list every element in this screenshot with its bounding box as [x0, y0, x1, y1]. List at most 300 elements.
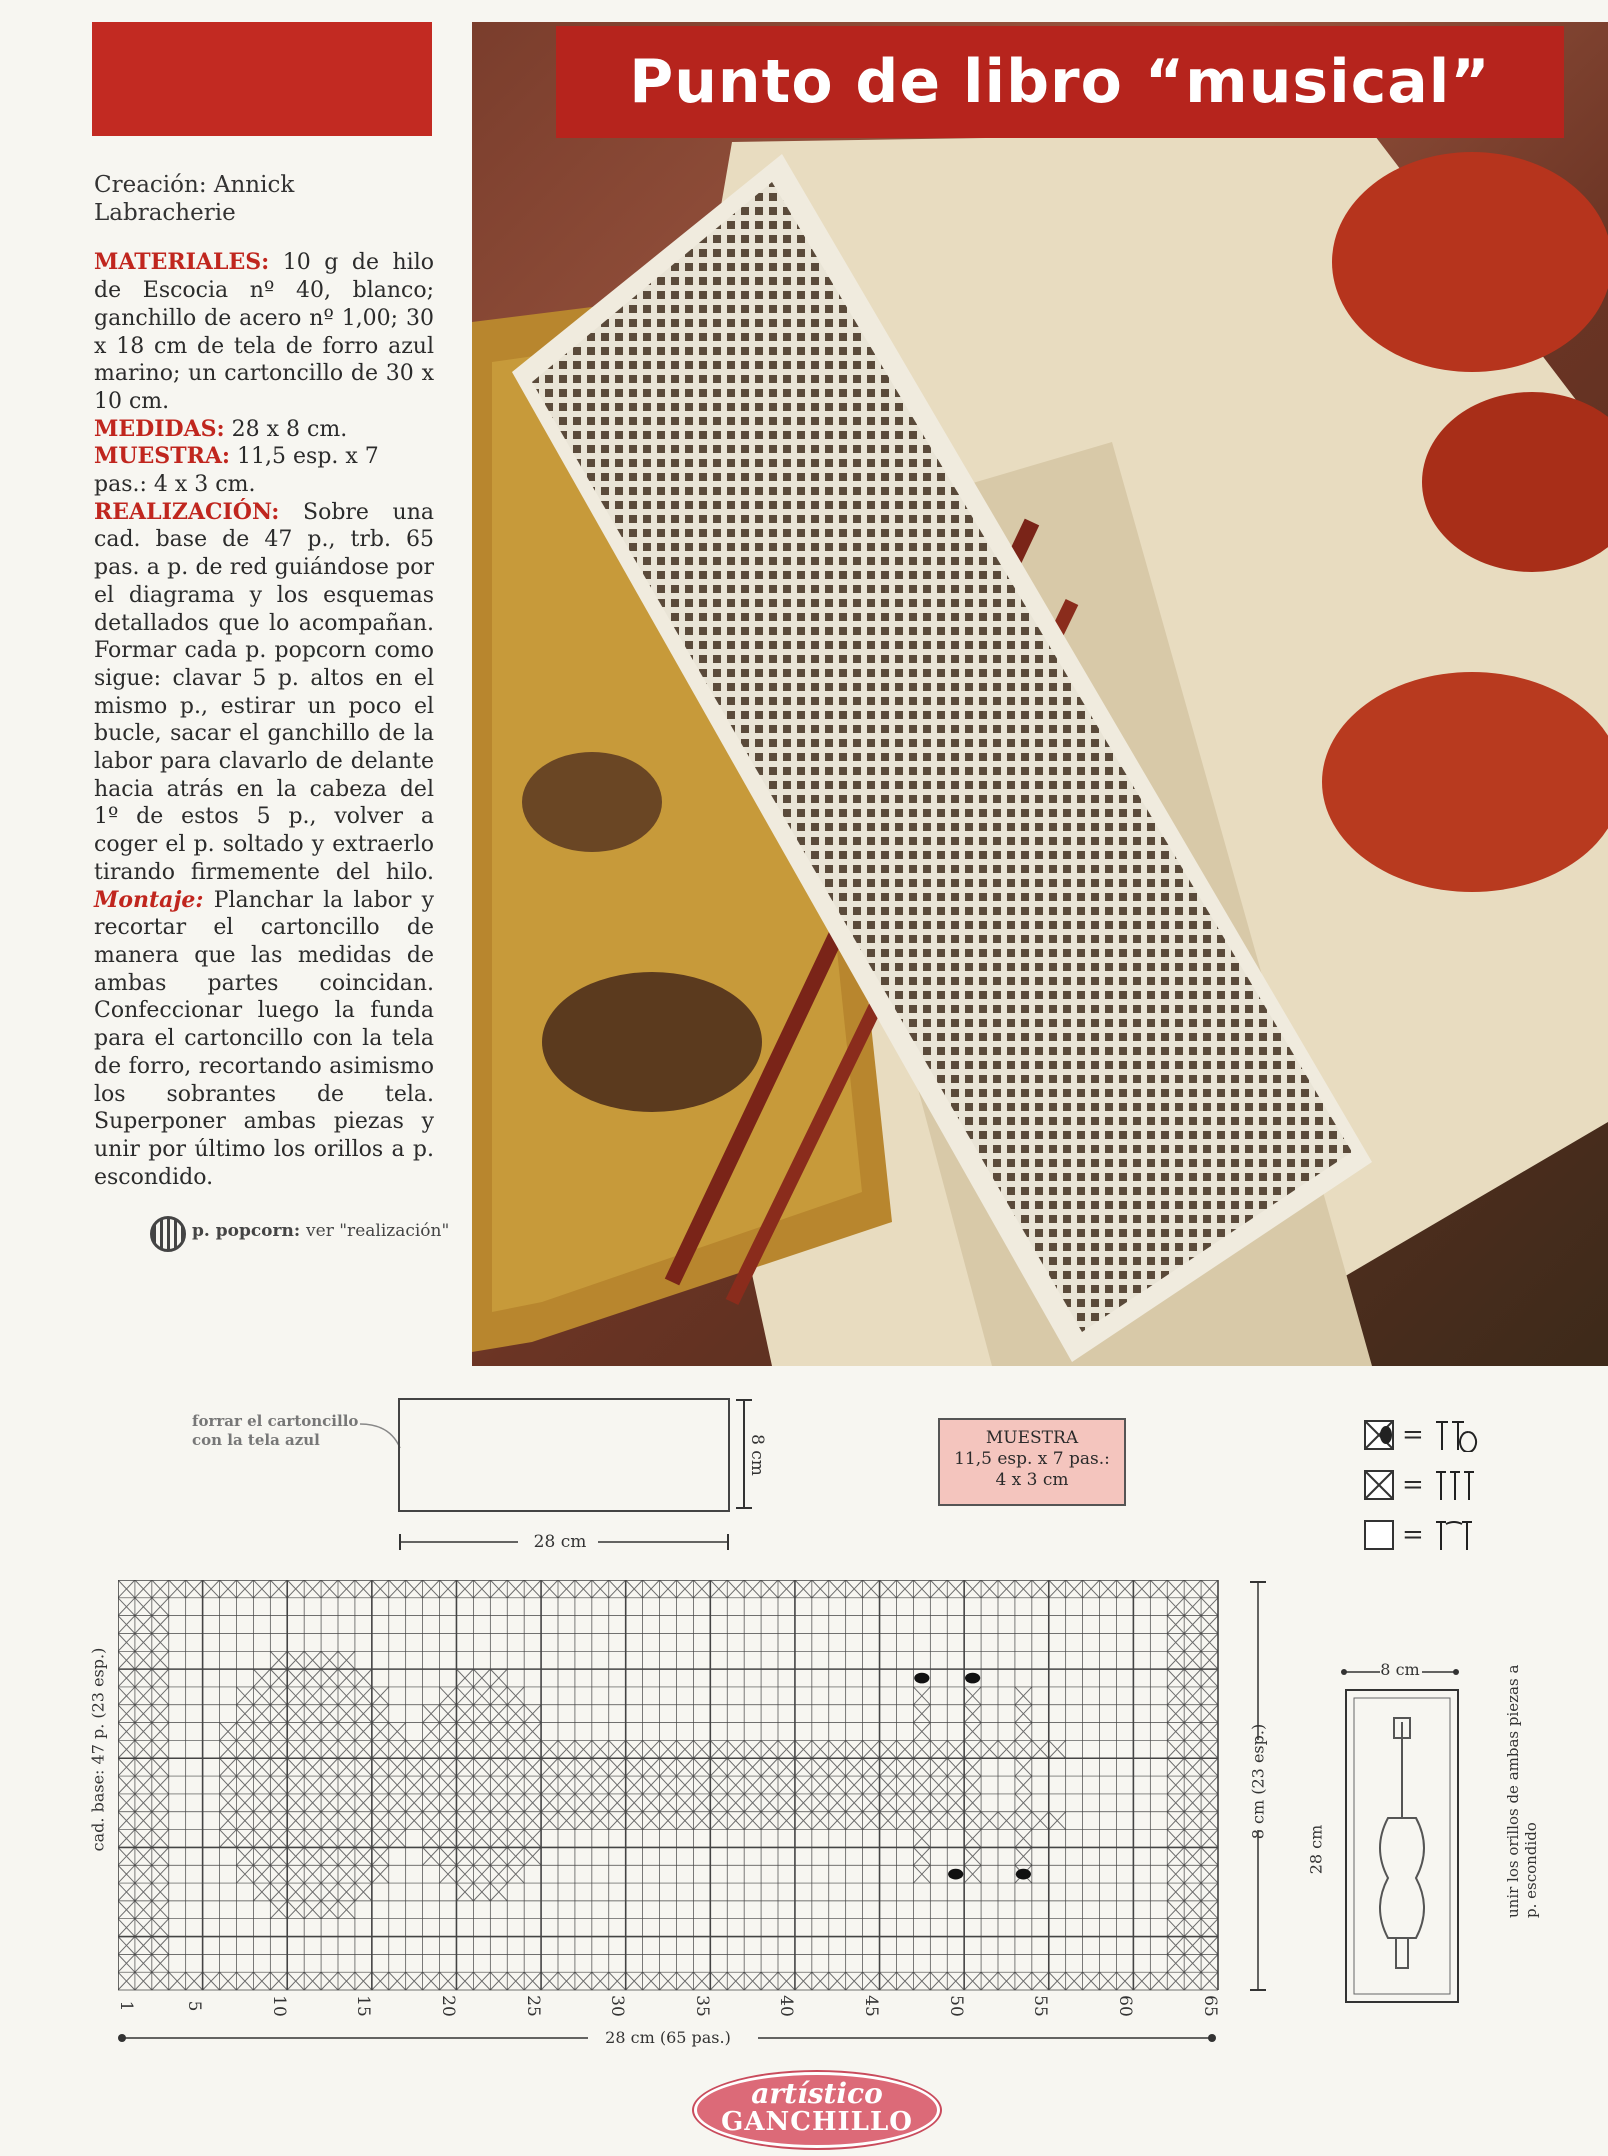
chart-cell-filled — [1100, 1580, 1117, 1598]
chart-cell-filled — [710, 1740, 727, 1758]
chart-cell-filled — [473, 1776, 490, 1794]
chart-cell-filled — [846, 1758, 863, 1776]
chart-cell-filled — [643, 1580, 660, 1598]
chart-cell-filled — [964, 1705, 981, 1723]
chart-cell-filled — [253, 1669, 270, 1687]
chart-cell-filled — [152, 1687, 169, 1705]
chart-cell-filled — [456, 1865, 473, 1883]
chart-cell-filled — [727, 1758, 744, 1776]
chart-cell-filled — [998, 1972, 1015, 1990]
chart-cell-filled — [744, 1580, 761, 1598]
chart-cell-filled — [1167, 1651, 1184, 1669]
legend-equals-2: = — [1402, 1470, 1424, 1500]
chart-cell-filled — [524, 1580, 541, 1598]
chart-cell-filled — [676, 1972, 693, 1990]
chart-cell-filled — [778, 1972, 795, 1990]
chart-cell-filled — [321, 1794, 338, 1812]
chart-cell-filled — [304, 1687, 321, 1705]
chart-cell-filled — [507, 1705, 524, 1723]
chart-cell-filled — [1032, 1580, 1049, 1598]
chart-cell-filled — [372, 1812, 389, 1830]
chart-cell-filled — [761, 1580, 778, 1598]
chart-cell-filled — [1201, 1901, 1218, 1919]
chart-cell-filled — [118, 1580, 135, 1598]
chart-cell-filled — [372, 1705, 389, 1723]
chart-cell-filled — [169, 1580, 186, 1598]
chart-cell-filled — [1167, 1705, 1184, 1723]
chart-cell-filled — [135, 1723, 152, 1741]
montaje-label: Montaje: — [94, 886, 204, 913]
chart-cell-filled — [1049, 1740, 1066, 1758]
chart-cell-filled — [1201, 1919, 1218, 1937]
chart-cell-filled — [473, 1705, 490, 1723]
chart-cell-filled — [355, 1776, 372, 1794]
chart-cell-filled — [135, 1865, 152, 1883]
chart-cell-filled — [253, 1794, 270, 1812]
chart-cell-filled — [152, 1740, 169, 1758]
chart-cell-filled — [609, 1812, 626, 1830]
chart-cell-filled — [795, 1812, 812, 1830]
chart-cell-filled — [490, 1669, 507, 1687]
chart-cell-filled — [321, 1830, 338, 1848]
chart-column-tick: 35 — [691, 1995, 712, 2017]
chart-cell-filled — [1167, 1847, 1184, 1865]
chart-cell-filled — [1184, 1937, 1201, 1955]
chart-cell-filled — [660, 1758, 677, 1776]
chart-cell-filled — [1083, 1972, 1100, 1990]
chart-cell-filled — [1201, 1651, 1218, 1669]
chart-cell-filled — [524, 1705, 541, 1723]
chart-cell-filled — [338, 1758, 355, 1776]
chart-cell-filled — [1167, 1616, 1184, 1634]
chart-cell-filled — [1066, 1972, 1083, 1990]
chart-cell-filled — [321, 1651, 338, 1669]
realization-label: REALIZACIÓN: — [94, 498, 280, 525]
chart-cell-filled — [896, 1972, 913, 1990]
chart-cell-filled — [355, 1972, 372, 1990]
chart-cell-filled — [1049, 1580, 1066, 1598]
chart-cell-filled — [1184, 1972, 1201, 1990]
magazine-logo — [694, 2072, 940, 2148]
chart-cell-filled — [609, 1758, 626, 1776]
chart-cell-filled — [456, 1830, 473, 1848]
chart-cell-filled — [135, 1687, 152, 1705]
chart-cell-filled — [1032, 1972, 1049, 1990]
chart-cell-filled — [676, 1812, 693, 1830]
chart-cell-filled — [778, 1776, 795, 1794]
chart-cell-filled — [1184, 1651, 1201, 1669]
chart-cell-filled — [270, 1723, 287, 1741]
chart-cell-filled — [270, 1776, 287, 1794]
chart-cell-filled — [406, 1812, 423, 1830]
chart-cell-filled — [930, 1794, 947, 1812]
chart-cell-filled — [744, 1758, 761, 1776]
chart-cell-filled — [440, 1776, 457, 1794]
chart-cell-filled — [1015, 1580, 1032, 1598]
chart-cell-filled — [118, 1972, 135, 1990]
chart-cell-filled — [456, 1883, 473, 1901]
chart-cell-filled — [863, 1758, 880, 1776]
chart-cell-filled — [152, 1830, 169, 1848]
chart-cell-filled — [558, 1794, 575, 1812]
chart-height-label: 8 cm (23 esp.) — [1248, 1723, 1268, 1840]
chart-cell-filled — [1015, 1972, 1032, 1990]
chart-cell-filled — [541, 1580, 558, 1598]
chart-cell-filled — [118, 1616, 135, 1634]
chart-cell-filled — [761, 1794, 778, 1812]
chart-cell-filled — [947, 1794, 964, 1812]
chart-cell-filled — [913, 1847, 930, 1865]
chart-cell-filled — [321, 1883, 338, 1901]
chart-cell-filled — [524, 1723, 541, 1741]
chart-cell-filled — [1184, 1794, 1201, 1812]
chart-cell-filled — [1015, 1830, 1032, 1848]
chart-cell-filled — [913, 1865, 930, 1883]
chart-cell-filled — [270, 1830, 287, 1848]
chart-cell-filled — [355, 1687, 372, 1705]
chart-cell-filled — [964, 1865, 981, 1883]
chart-cell-filled — [372, 1830, 389, 1848]
chart-cell-filled — [270, 1651, 287, 1669]
sample-box-line-1: MUESTRA — [985, 1428, 1079, 1448]
chart-cell-filled — [1167, 1901, 1184, 1919]
chart-cell-filled — [1184, 1901, 1201, 1919]
chart-cell-filled — [1015, 1812, 1032, 1830]
chart-cell-filled — [490, 1740, 507, 1758]
chart-cell-filled — [118, 1937, 135, 1955]
chart-cell-filled — [676, 1758, 693, 1776]
chart-cell-filled — [744, 1794, 761, 1812]
title-banner — [556, 26, 1564, 138]
chart-cell-filled — [270, 1758, 287, 1776]
chart-cell-filled — [220, 1776, 237, 1794]
chart-cell-filled — [880, 1740, 897, 1758]
chart-cell-filled — [913, 1723, 930, 1741]
chart-cell-filled — [1201, 1758, 1218, 1776]
chart-cell-filled — [135, 1883, 152, 1901]
chart-cell-filled — [693, 1794, 710, 1812]
chart-cell-filled — [456, 1669, 473, 1687]
chart-cell-filled — [913, 1758, 930, 1776]
chart-cell-filled — [575, 1580, 592, 1598]
chart-cell-filled — [236, 1687, 253, 1705]
chart-cell-filled — [761, 1972, 778, 1990]
chart-cell-filled — [676, 1740, 693, 1758]
chart-cell-filled — [490, 1847, 507, 1865]
measures-paragraph — [94, 416, 434, 444]
chart-cell-filled — [1201, 1812, 1218, 1830]
chart-cell-filled — [829, 1758, 846, 1776]
chart-cell-filled — [558, 1776, 575, 1794]
chart-grid-cells — [118, 1580, 1218, 1990]
chart-cell-filled — [524, 1740, 541, 1758]
chart-cell-filled — [676, 1794, 693, 1812]
chart-cell-filled — [1184, 1687, 1201, 1705]
chart-cell-filled — [896, 1740, 913, 1758]
chart-cell-filled — [490, 1580, 507, 1598]
chart-cell-filled — [981, 1740, 998, 1758]
chart-cell-filled — [710, 1794, 727, 1812]
chart-cell-filled — [1201, 1687, 1218, 1705]
chart-cell-filled — [524, 1847, 541, 1865]
chart-cell-filled — [389, 1830, 406, 1848]
chart-cell-filled — [761, 1812, 778, 1830]
chart-cell-filled — [846, 1794, 863, 1812]
chart-column-tick: 1 — [116, 2000, 137, 2012]
chart-cell-filled — [1015, 1705, 1032, 1723]
chart-cell-filled — [1167, 1580, 1184, 1598]
page-title: Punto de libro “musical” — [629, 47, 1491, 117]
chart-cell-filled — [456, 1723, 473, 1741]
chart-cell-filled — [930, 1972, 947, 1990]
chart-cell-filled — [880, 1580, 897, 1598]
chart-cell-filled — [626, 1972, 643, 1990]
chart-cell-filled — [338, 1847, 355, 1865]
chart-cell-filled — [287, 1580, 304, 1598]
chart-cell-filled — [338, 1972, 355, 1990]
chart-cell-filled — [152, 1937, 169, 1955]
chart-cell-filled — [1015, 1847, 1032, 1865]
chart-cell-filled — [947, 1812, 964, 1830]
chart-cell-filled — [338, 1830, 355, 1848]
header-red-bar — [92, 22, 432, 136]
chart-cell-filled — [1184, 1705, 1201, 1723]
chart-cell-filled — [321, 1705, 338, 1723]
chart-cell-filled — [575, 1740, 592, 1758]
chart-cell-filled — [338, 1651, 355, 1669]
chart-cell-filled — [981, 1972, 998, 1990]
chart-cell-filled — [152, 1919, 169, 1937]
chart-popcorn-mark — [965, 1673, 980, 1684]
chart-cell-filled — [846, 1580, 863, 1598]
chart-cell-filled — [592, 1812, 609, 1830]
chart-cell-filled — [135, 1847, 152, 1865]
legend-row-popcorn — [1364, 1418, 1482, 1452]
chart-cell-filled — [981, 1580, 998, 1598]
chart-cell-filled — [220, 1794, 237, 1812]
chart-cell-filled — [744, 1812, 761, 1830]
chart-cell-filled — [118, 1954, 135, 1972]
chart-cell-filled — [304, 1812, 321, 1830]
chart-cell-filled — [846, 1972, 863, 1990]
chart-cell-filled — [490, 1972, 507, 1990]
chart-cell-filled — [372, 1758, 389, 1776]
chart-cell-filled — [456, 1580, 473, 1598]
chart-cell-filled — [287, 1705, 304, 1723]
chart-cell-filled — [473, 1758, 490, 1776]
chart-cell-filled — [1150, 1580, 1167, 1598]
chart-cell-filled — [541, 1740, 558, 1758]
chart-cell-filled — [372, 1723, 389, 1741]
chart-cell-filled — [338, 1812, 355, 1830]
chart-cell-filled — [253, 1740, 270, 1758]
chart-cell-filled — [609, 1794, 626, 1812]
chart-cell-filled — [203, 1972, 220, 1990]
chart-cell-filled — [609, 1972, 626, 1990]
chart-cell-filled — [389, 1776, 406, 1794]
chart-cell-filled — [423, 1776, 440, 1794]
chart-cell-filled — [253, 1830, 270, 1848]
chart-cell-filled — [355, 1580, 372, 1598]
chart-cell-filled — [1049, 1972, 1066, 1990]
chart-cell-filled — [693, 1776, 710, 1794]
chart-cell-filled — [440, 1812, 457, 1830]
chart-cell-filled — [152, 1723, 169, 1741]
chart-cell-filled — [270, 1794, 287, 1812]
legend-equals-1: = — [1402, 1420, 1424, 1450]
chart-cell-filled — [913, 1830, 930, 1848]
chart-cell-filled — [1133, 1972, 1150, 1990]
logo-line-2: GANCHILLO — [721, 2107, 913, 2137]
chart-cell-filled — [152, 1669, 169, 1687]
chart-cell-filled — [287, 1883, 304, 1901]
chart-cell-filled — [152, 1812, 169, 1830]
chart-cell-filled — [253, 1883, 270, 1901]
chart-cell-filled — [152, 1758, 169, 1776]
chart-cell-filled — [778, 1740, 795, 1758]
chart-row-label: cad. base: 47 p. (23 esp.) — [88, 1647, 108, 1852]
chart-cell-filled — [304, 1705, 321, 1723]
chart-cell-filled — [490, 1830, 507, 1848]
chart-cell-filled — [592, 1580, 609, 1598]
chart-cell-filled — [152, 1954, 169, 1972]
chart-cell-filled — [727, 1580, 744, 1598]
chart-cell-filled — [372, 1794, 389, 1812]
realization-paragraph — [94, 499, 434, 1192]
chart-cell-filled — [795, 1794, 812, 1812]
chart-cell-filled — [710, 1972, 727, 1990]
chart-cell-filled — [355, 1705, 372, 1723]
chart-cell-filled — [1015, 1794, 1032, 1812]
chart-cell-filled — [575, 1972, 592, 1990]
chart-cell-filled — [490, 1883, 507, 1901]
chart-cell-filled — [152, 1901, 169, 1919]
chart-cell-filled — [135, 1580, 152, 1598]
chart-cell-filled — [795, 1776, 812, 1794]
chart-cell-filled — [304, 1740, 321, 1758]
pouch-rectangle — [398, 1398, 730, 1512]
chart-cell-filled — [287, 1972, 304, 1990]
triple-treble-icon — [1432, 1468, 1482, 1502]
chart-cell-filled — [1184, 1616, 1201, 1634]
popcorn-legend-text: ver "realización" — [306, 1221, 450, 1241]
chart-cell-filled — [896, 1580, 913, 1598]
chart-cell-filled — [287, 1847, 304, 1865]
chart-cell-filled — [406, 1776, 423, 1794]
chart-cell-filled — [135, 1919, 152, 1937]
chart-cell-filled — [253, 1705, 270, 1723]
chart-cell-filled — [541, 1776, 558, 1794]
chart-cell-filled — [490, 1723, 507, 1741]
chart-cell-filled — [1015, 1687, 1032, 1705]
chart-cell-filled — [473, 1812, 490, 1830]
chart-cell-filled — [626, 1812, 643, 1830]
chart-cell-filled — [575, 1812, 592, 1830]
chart-cell-filled — [372, 1687, 389, 1705]
chart-cell-filled — [896, 1812, 913, 1830]
chart-cell-filled — [456, 1740, 473, 1758]
chart-cell-filled — [236, 1794, 253, 1812]
chart-cell-filled — [321, 1740, 338, 1758]
chart-cell-filled — [727, 1740, 744, 1758]
chart-cell-filled — [253, 1723, 270, 1741]
chart-cell-filled — [236, 1972, 253, 1990]
chart-cell-filled — [524, 1776, 541, 1794]
chart-cell-filled — [1201, 1847, 1218, 1865]
chart-cell-filled — [287, 1865, 304, 1883]
chart-cell-filled — [1116, 1580, 1133, 1598]
chart-cell-filled — [118, 1740, 135, 1758]
chart-cell-filled — [473, 1687, 490, 1705]
chart-column-tick: 55 — [1030, 1995, 1051, 2017]
chart-cell-filled — [964, 1830, 981, 1848]
chart-cell-filled — [270, 1883, 287, 1901]
chart-cell-filled — [389, 1972, 406, 1990]
chart-cell-filled — [507, 1580, 524, 1598]
chart-cell-filled — [236, 1705, 253, 1723]
chart-cell-filled — [473, 1883, 490, 1901]
chart-cell-filled — [1184, 1919, 1201, 1937]
chart-cell-filled — [676, 1776, 693, 1794]
instructions-column — [94, 172, 434, 1191]
chart-cell-filled — [1184, 1776, 1201, 1794]
chart-cell-filled — [913, 1794, 930, 1812]
chart-cell-filled — [524, 1972, 541, 1990]
chart-cell-filled — [1184, 1740, 1201, 1758]
chart-cell-filled — [389, 1740, 406, 1758]
popcorn-legend — [150, 1222, 449, 1252]
x-popcorn-symbol-icon — [1364, 1420, 1394, 1450]
chart-cell-filled — [727, 1776, 744, 1794]
chart-cell-filled — [1184, 1883, 1201, 1901]
chart-cell-filled — [152, 1705, 169, 1723]
chart-cell-filled — [118, 1669, 135, 1687]
chart-cell-filled — [660, 1794, 677, 1812]
chart-cell-filled — [1015, 1740, 1032, 1758]
chart-cell-filled — [676, 1580, 693, 1598]
chart-cell-filled — [473, 1740, 490, 1758]
chart-cell-filled — [304, 1883, 321, 1901]
chart-cell-filled — [541, 1972, 558, 1990]
chart-cell-filled — [964, 1972, 981, 1990]
chart-cell-filled — [913, 1740, 930, 1758]
chart-cell-filled — [473, 1794, 490, 1812]
chart-cell-filled — [152, 1651, 169, 1669]
chart-cell-filled — [152, 1972, 169, 1990]
chart-cell-filled — [693, 1812, 710, 1830]
chart-cell-filled — [473, 1580, 490, 1598]
chart-cell-filled — [135, 1758, 152, 1776]
chart-cell-filled — [118, 1865, 135, 1883]
chart-cell-filled — [660, 1580, 677, 1598]
chart-cell-filled — [287, 1740, 304, 1758]
chart-cell-filled — [270, 1865, 287, 1883]
chart-column-tick: 15 — [353, 1995, 374, 2017]
chart-cell-filled — [355, 1740, 372, 1758]
chart-cell-filled — [236, 1812, 253, 1830]
chart-cell-filled — [321, 1580, 338, 1598]
chart-cell-filled — [558, 1580, 575, 1598]
chart-column-tick: 65 — [1199, 1995, 1220, 2017]
chart-cell-filled — [355, 1865, 372, 1883]
chart-cell-filled — [490, 1687, 507, 1705]
chart-cell-filled — [490, 1758, 507, 1776]
chart-cell-filled — [456, 1705, 473, 1723]
chart-cell-filled — [203, 1580, 220, 1598]
chart-cell-filled — [1184, 1723, 1201, 1741]
chart-cell-filled — [135, 1651, 152, 1669]
chart-cell-filled — [913, 1580, 930, 1598]
